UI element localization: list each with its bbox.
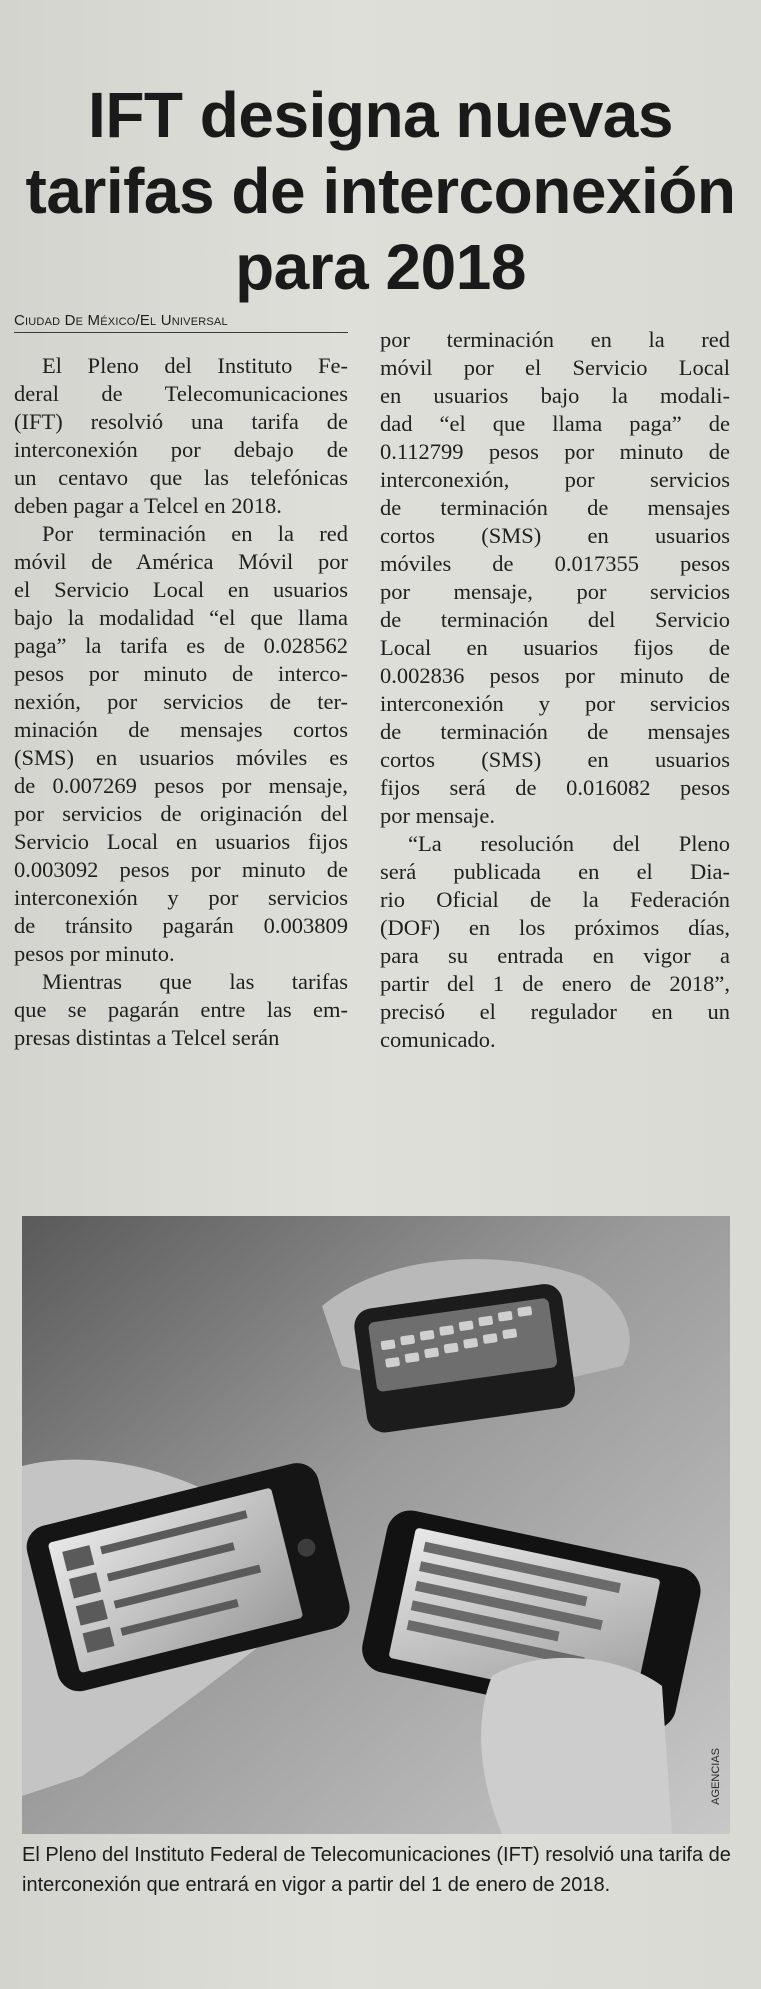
article-column-right: [380, 326, 730, 1054]
article-line: 0.112799 pesos por minuto de: [380, 439, 730, 464]
article-line: para su entrada en vigor a: [380, 943, 730, 968]
article-line: móviles de 0.017355 pesos: [380, 551, 730, 576]
article-line: paga” la tarifa es de 0.028562: [14, 633, 348, 658]
article-line: Local en usuarios fijos de: [380, 635, 730, 660]
article-line: en usuarios bajo la modali-: [380, 383, 730, 408]
article-line: 0.003092 pesos por minuto de: [14, 857, 348, 882]
article-line: móvil de América Móvil por: [14, 549, 348, 574]
article-line: que se pagarán entre las em-: [14, 997, 348, 1022]
article-line: de terminación de mensajes: [380, 719, 730, 744]
article-line: dad “el que llama paga” de: [380, 411, 730, 436]
article-line: por mensaje.: [380, 803, 495, 828]
photo-caption: El Pleno del Instituto Federal de Telecomunicaciones (IFT) resolvió una tarifa de interconexión que entrará en vigor a partir del 1 de enero de 2018.: [22, 1844, 731, 1896]
article-line: de tránsito pagarán 0.003809: [14, 913, 348, 938]
article-line: un centavo que las telefónicas: [14, 465, 348, 490]
article-line: por terminación en la red: [380, 327, 730, 352]
dateline: Ciudad De México/El Universal: [14, 312, 348, 333]
article-paragraph: [380, 326, 730, 830]
article-line: Mientras que las tarifas: [42, 969, 348, 994]
article-line: Servicio Local en usuarios fijos: [14, 829, 348, 854]
article-line: Por terminación en la red: [42, 521, 348, 546]
headline-line: tarifas de interconexión: [25, 154, 736, 227]
article-line: (SMS) en usuarios móviles es: [14, 745, 348, 770]
article-line: bajo la modalidad “el que llama: [14, 605, 348, 630]
article-line: interconexión y por servicios: [14, 885, 348, 910]
article-paragraph: [380, 830, 730, 1054]
article-line: fijos será de 0.016082 pesos: [380, 775, 730, 800]
article-line: (IFT) resolvió una tarifa de: [14, 409, 348, 434]
article-line: (DOF) en los próximos días,: [380, 915, 730, 940]
article-line: deben pagar a Telcel en 2018.: [14, 493, 282, 518]
article-line: el Servicio Local en usuarios: [14, 577, 348, 602]
article-photo: [22, 1216, 730, 1834]
article-line: de terminación del Servicio: [380, 607, 730, 632]
article-line: móvil por el Servicio Local: [380, 355, 730, 380]
article-line: cortos (SMS) en usuarios: [380, 523, 730, 548]
smartphones-photo: [22, 1216, 730, 1834]
article-line: interconexión, por servicios: [380, 467, 730, 492]
article-line: El Pleno del Instituto Fe-: [42, 353, 348, 378]
photo-credit: AGENCIAS: [710, 1748, 722, 1805]
article-line: pesos por minuto de interco-: [14, 661, 348, 686]
article-line: partir del 1 de enero de 2018”,: [380, 971, 730, 996]
article-paragraph: [14, 520, 348, 968]
article-line: nexión, por servicios de ter-: [14, 689, 348, 714]
article-line: interconexión por debajo de: [14, 437, 348, 462]
article-line: por mensaje, por servicios: [380, 579, 730, 604]
article-line: comunicado.: [380, 1027, 496, 1052]
article-line: precisó el regulador en un: [380, 999, 730, 1024]
article-line: será publicada en el Dia-: [380, 859, 730, 884]
article-line: de terminación de mensajes: [380, 495, 730, 520]
headline-line: para 2018: [235, 230, 526, 303]
article-column-left: [14, 352, 348, 1052]
article-line: deral de Telecomunicaciones: [14, 381, 348, 406]
article-paragraph: [14, 352, 348, 520]
article-line: 0.002836 pesos por minuto de: [380, 663, 730, 688]
article-line: de 0.007269 pesos por mensaje,: [14, 773, 348, 798]
headline: [0, 77, 761, 305]
article-line: rio Oficial de la Federación: [380, 887, 730, 912]
article-line: cortos (SMS) en usuarios: [380, 747, 730, 772]
article-line: interconexión y por servicios: [380, 691, 730, 716]
article-line: pesos por minuto.: [14, 941, 175, 966]
article-paragraph: [14, 968, 348, 1052]
headline-line: IFT designa nuevas: [88, 78, 673, 151]
article-line: “La resolución del Pleno: [408, 831, 730, 856]
article-line: minación de mensajes cortos: [14, 717, 348, 742]
article-line: por servicios de originación del: [14, 801, 348, 826]
article-line: presas distintas a Telcel serán: [14, 1025, 280, 1050]
